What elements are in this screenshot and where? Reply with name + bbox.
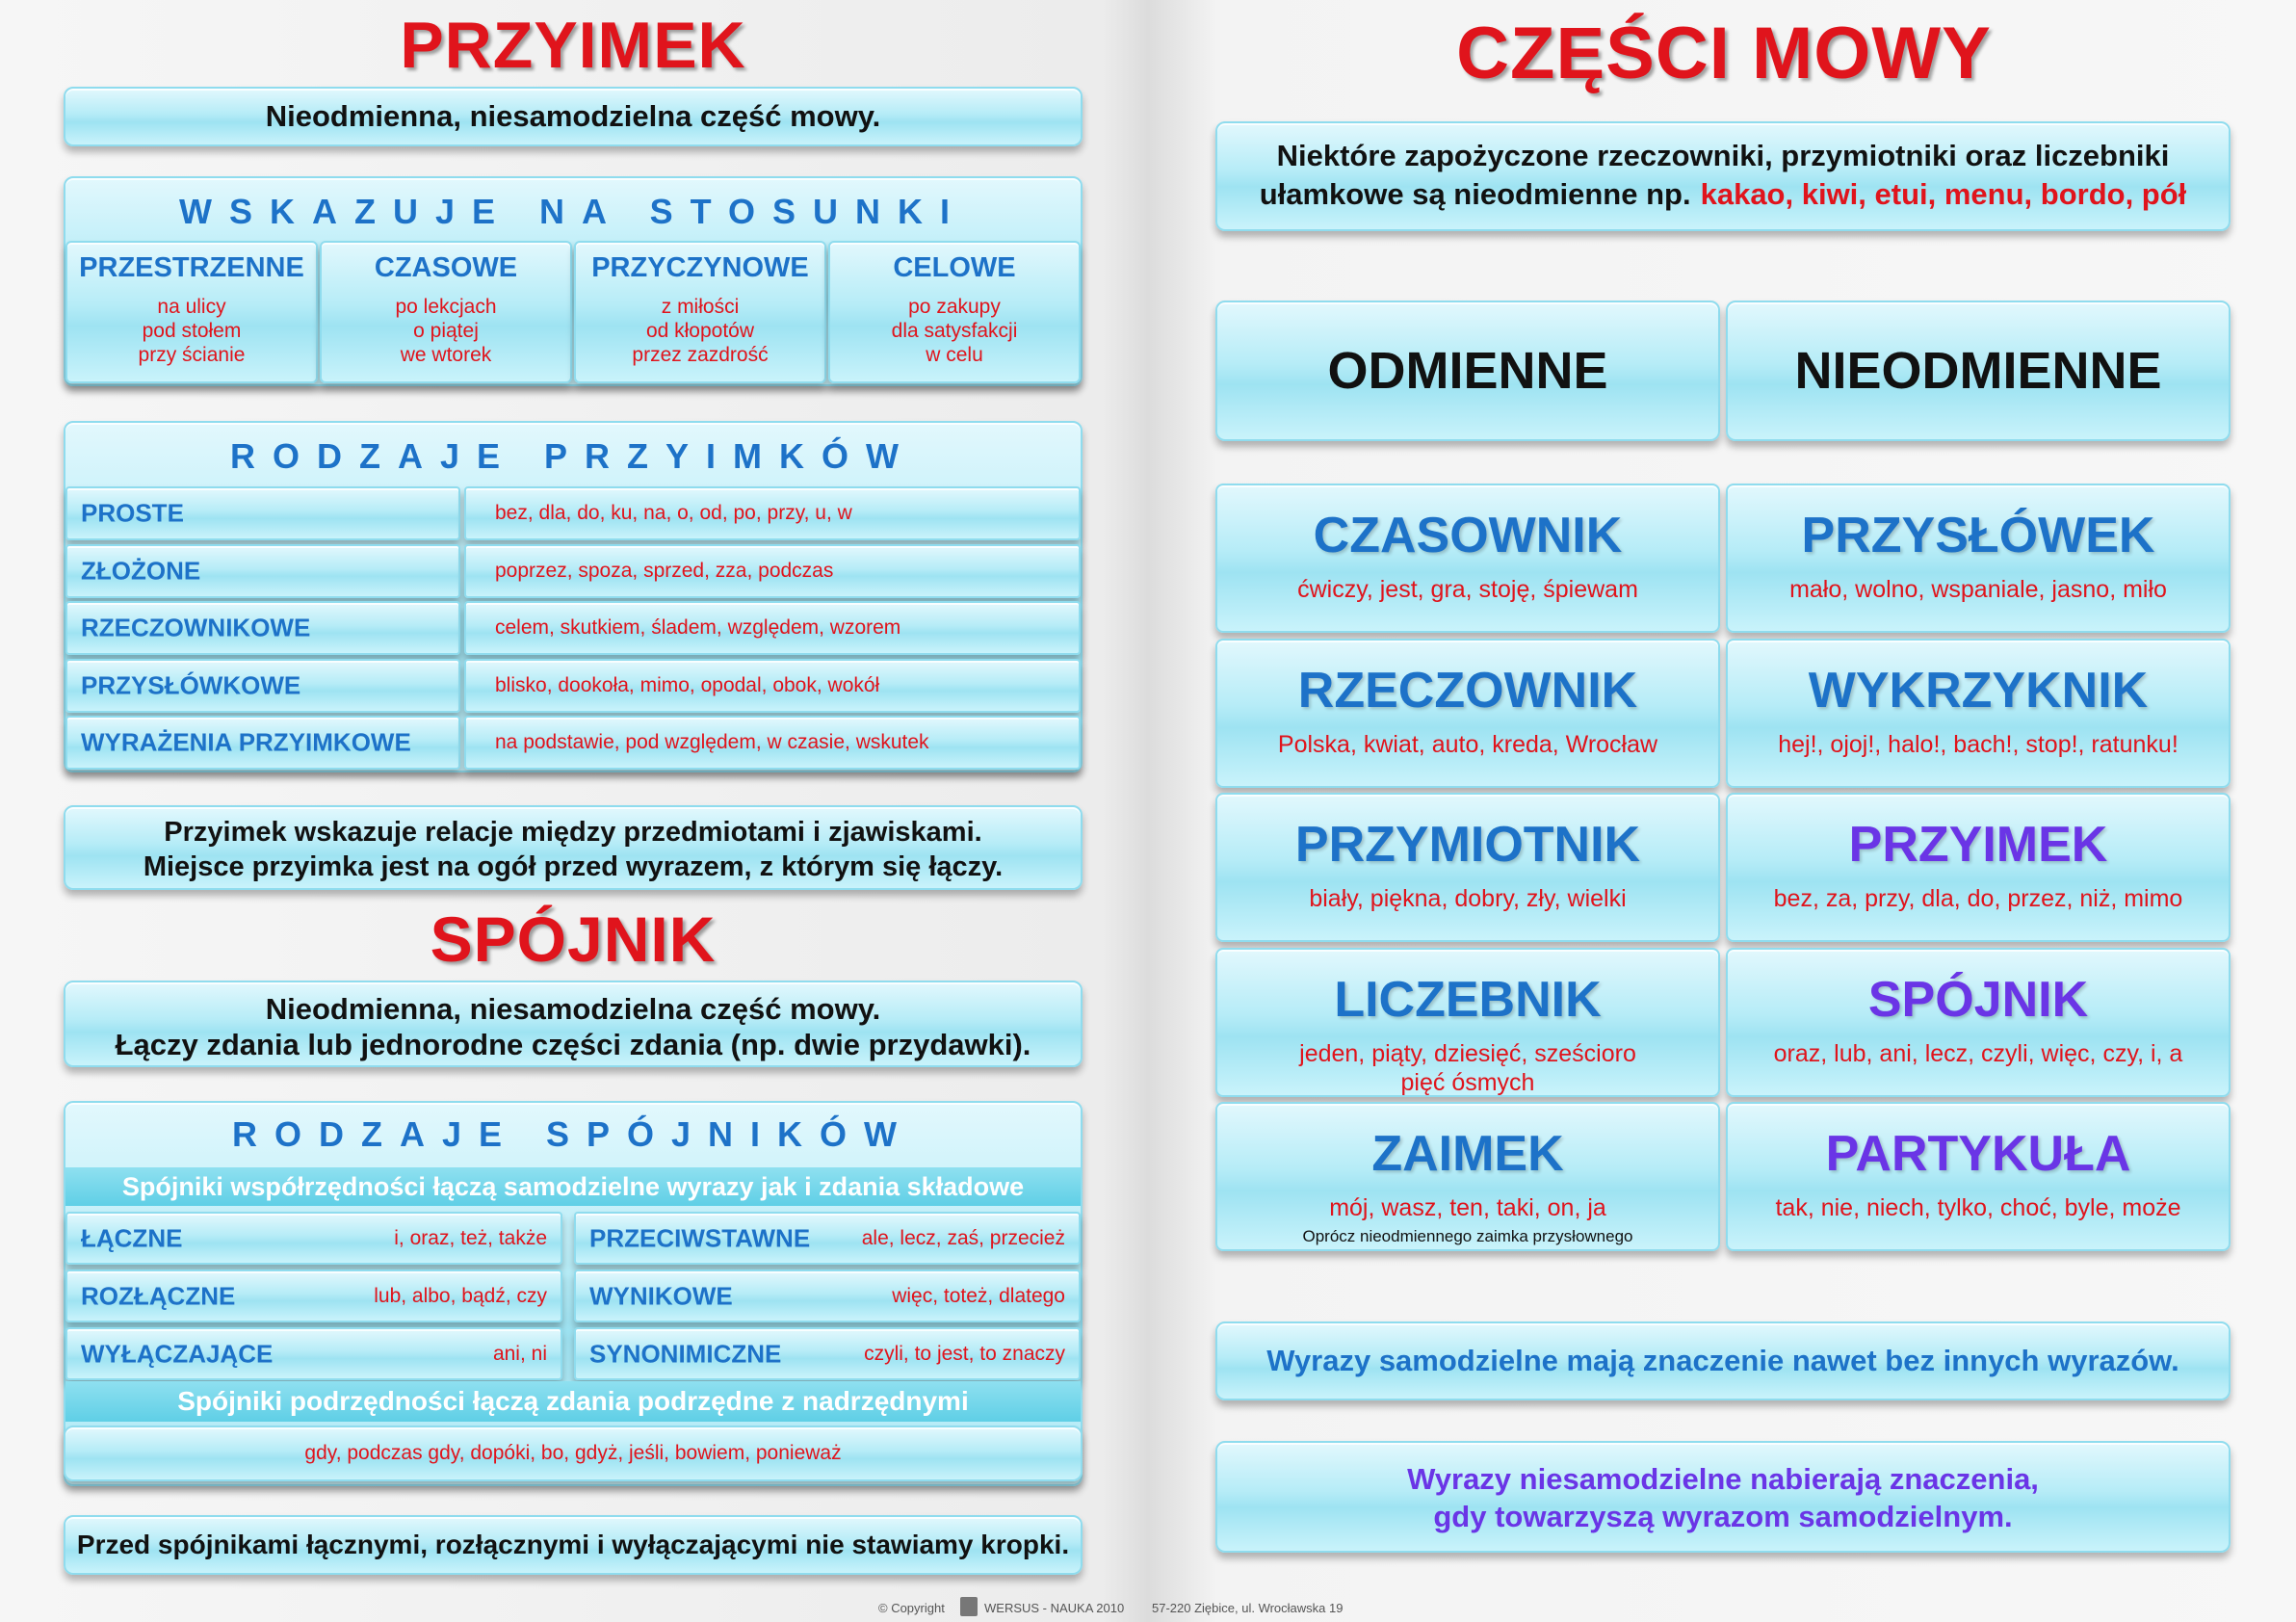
spojnik-type-label: WYNIKOWE bbox=[589, 1281, 733, 1310]
stosunki-example: po lekcjach bbox=[395, 296, 497, 318]
part-of-speech-cell bbox=[1215, 1102, 1720, 1251]
stosunki-example: po zakupy bbox=[908, 296, 1001, 318]
intro-line-1: Niektóre zapożyczone rzeczowniki, przymiotniki oraz liczebniki bbox=[1276, 139, 2170, 172]
spojnik-type-value: czyli, to jest, to znaczy bbox=[864, 1342, 1065, 1365]
przyimek-type-value: celem, skutkiem, śladem, względem, wzorem bbox=[495, 616, 901, 639]
intro-line-2: ułamkowe są nieodmienne np. bbox=[1259, 177, 1691, 211]
przyimek-type-label: RZECZOWNIKOWE bbox=[81, 613, 311, 642]
part-of-speech-examples: hej!, ojoj!, halo!, bach!, stop!, ratunku! bbox=[1778, 730, 2179, 758]
przyimek-type-row bbox=[65, 601, 460, 655]
stosunki-example: we wtorek bbox=[400, 344, 492, 366]
kropki-note-box bbox=[64, 1515, 1083, 1575]
przyimek-type-values bbox=[464, 486, 1081, 540]
przyimek-type-values bbox=[464, 659, 1081, 713]
spojnik-type-label: ŁĄCZNE bbox=[81, 1223, 183, 1252]
part-of-speech-cell bbox=[1726, 1102, 2231, 1251]
podrzednosci-values: gdy, podczas gdy, dopóki, bo, gdyż, jeśli, bowiem, ponieważ bbox=[304, 1442, 842, 1464]
part-of-speech-examples: mało, wolno, wspaniale, jasno, miło bbox=[1789, 576, 2167, 603]
spojnik-type-label: ROZŁĄCZNE bbox=[81, 1281, 236, 1310]
part-of-speech-name: LICZEBNIK bbox=[1334, 971, 1602, 1028]
stosunki-cell bbox=[65, 241, 318, 383]
przyimek-type-row bbox=[65, 486, 460, 540]
przyimek-type-row bbox=[65, 659, 460, 713]
stosunki-example: przez zazdrość bbox=[632, 344, 769, 366]
part-of-speech-examples: jeden, piąty, dziesięć, sześcioro bbox=[1299, 1039, 1636, 1067]
odmienne-header bbox=[1215, 301, 1720, 441]
spojnik-type-row bbox=[65, 1269, 562, 1322]
part-of-speech-cell bbox=[1215, 484, 1720, 633]
part-of-speech-name: ZAIMEK bbox=[1371, 1126, 1564, 1182]
stosunki-example: na ulicy bbox=[157, 296, 226, 318]
przyimek-type-values bbox=[464, 716, 1081, 770]
part-of-speech-examples: oraz, lub, ani, lecz, czyli, więc, czy, i, a bbox=[1773, 1039, 2183, 1067]
stosunki-example: przy ścianie bbox=[138, 344, 246, 366]
przyimek-type-label: ZŁOŻONE bbox=[81, 556, 201, 585]
spojnik-definition-line-1: Nieodmienna, niesamodzielna część mowy. bbox=[265, 992, 881, 1026]
stosunki-example: w celu bbox=[926, 344, 983, 366]
stosunki-heading: WSKAZUJE NA STOSUNKI bbox=[178, 192, 968, 231]
stosunki-example: pod stołem bbox=[142, 320, 242, 342]
przyimek-type-value: bez, dla, do, ku, na, o, od, po, przy, u, w bbox=[495, 502, 852, 524]
part-of-speech-name: PARTYKUŁA bbox=[1825, 1126, 2131, 1182]
footer-publisher: WERSUS - NAUKA 2010 bbox=[984, 1601, 1125, 1615]
footer-address: 57-220 Ziębice, ul. Wrocławska 19 bbox=[1152, 1601, 1344, 1615]
part-of-speech-name: PRZYIMEK bbox=[1848, 817, 2108, 873]
part-of-speech-name: CZASOWNIK bbox=[1313, 508, 1623, 563]
part-of-speech-examples: tak, nie, niech, tylko, choć, byle, może bbox=[1775, 1194, 2181, 1221]
rodzaje-spojnikow-heading: RODZAJE SPÓJNIKÓW bbox=[231, 1114, 915, 1154]
part-of-speech-examples: mój, wasz, ten, taki, on, ja bbox=[1329, 1194, 1606, 1221]
part-of-speech-name: RZECZOWNIK bbox=[1297, 662, 1638, 719]
stosunki-example: od kłopotów bbox=[645, 320, 755, 342]
stosunki-example: z miłości bbox=[661, 296, 740, 318]
niesamodzielne-note-line-1: Wyrazy niesamodzielne nabierają znaczenia, bbox=[1407, 1462, 2039, 1496]
part-of-speech-name: PRZYSŁÓWEK bbox=[1801, 508, 2155, 563]
part-of-speech-cell bbox=[1215, 639, 1720, 788]
przyimek-note-line-2: Miejsce przyimka jest na ogół przed wyrazem, z którym się łączy. bbox=[143, 851, 1004, 882]
przyimek-type-label: PROSTE bbox=[81, 498, 184, 528]
spojnik-type-label: WYŁĄCZAJĄCE bbox=[81, 1339, 274, 1368]
odmienne-heading: ODMIENNE bbox=[1327, 342, 1608, 400]
part-of-speech-examples: ćwiczy, jest, gra, stoję, śpiewam bbox=[1297, 576, 1638, 603]
przyimek-definition: Nieodmienna, niesamodzielna część mowy. bbox=[265, 99, 881, 133]
spojnik-type-value: ale, lecz, zaś, przecież bbox=[861, 1226, 1065, 1249]
spojnik-type-row bbox=[65, 1212, 562, 1265]
przyimek-type-values bbox=[464, 601, 1081, 655]
publisher-logo-icon bbox=[960, 1597, 978, 1616]
stosunki-cell bbox=[828, 241, 1081, 383]
part-of-speech-name: SPÓJNIK bbox=[1867, 971, 2089, 1028]
przyimek-definition-box bbox=[64, 87, 1083, 146]
part-of-speech-cell bbox=[1215, 793, 1720, 942]
przyimek-title: PRZYIMEK bbox=[400, 9, 746, 82]
nieodmienne-heading: NIEODMIENNE bbox=[1794, 342, 2162, 400]
spojnik-definition-line-2: Łączy zdania lub jednorodne części zdania (np. dwie przydawki). bbox=[115, 1028, 1031, 1061]
przyimek-type-value: poprzez, spoza, sprzed, zza, podczas bbox=[495, 559, 834, 582]
part-of-speech-cell bbox=[1726, 948, 2231, 1097]
spojnik-type-row bbox=[65, 1327, 562, 1380]
part-of-speech-examples: Polska, kwiat, auto, kreda, Wrocław bbox=[1277, 730, 1658, 758]
przyimek-type-row bbox=[65, 716, 460, 770]
spojnik-type-row bbox=[574, 1269, 1081, 1322]
footer-copyright: © Copyright bbox=[878, 1601, 945, 1615]
spojnik-type-label: PRZECIWSTAWNE bbox=[589, 1223, 811, 1252]
podrzednosci-values-box bbox=[64, 1426, 1083, 1481]
part-of-speech-examples: biały, piękna, dobry, zły, wielki bbox=[1309, 885, 1627, 912]
spojnik-type-row bbox=[574, 1212, 1081, 1265]
stosunki-label: PRZESTRZENNE bbox=[79, 252, 304, 283]
niesamodzielne-note-box bbox=[1215, 1441, 2231, 1553]
spojnik-type-row bbox=[574, 1327, 1081, 1380]
niesamodzielne-note-line-2: gdy towarzyszą wyrazom samodzielnym. bbox=[1433, 1500, 2013, 1533]
przyimek-type-row bbox=[65, 544, 460, 598]
stosunki-label: CZASOWE bbox=[374, 252, 518, 283]
przyimek-type-value: blisko, dookoła, mimo, opodal, obok, wokół bbox=[495, 673, 880, 696]
przyimek-type-values bbox=[464, 544, 1081, 598]
part-of-speech-examples: bez, za, przy, dla, do, przez, niż, mimo bbox=[1773, 885, 2183, 912]
stosunki-cell bbox=[320, 241, 572, 383]
czesci-mowy-title: CZĘŚCI MOWY bbox=[1456, 13, 1992, 94]
przyimek-type-value: na podstawie, pod względem, w czasie, wskutek bbox=[495, 731, 929, 753]
spojnik-type-label: SYNONIMICZNE bbox=[589, 1339, 782, 1368]
part-of-speech-cell bbox=[1726, 484, 2231, 633]
przyimek-type-label: PRZYSŁÓWKOWE bbox=[81, 670, 301, 699]
intro-box bbox=[1215, 121, 2231, 231]
part-of-speech-examples-2: pięć ósmych bbox=[1400, 1068, 1535, 1096]
przyimek-note-line-1: Przyimek wskazuje relacje między przedmiotami i zjawiskami. bbox=[164, 817, 982, 848]
wspolrzednosci-banner: Spójniki współrzędności łączą samodzielne wyrazy jak i zdania składowe bbox=[65, 1167, 1081, 1206]
spojnik-type-value: i, oraz, też, także bbox=[394, 1226, 547, 1249]
spojnik-type-value: więc, toteż, dlatego bbox=[892, 1284, 1065, 1307]
stosunki-label: CELOWE bbox=[893, 252, 1016, 283]
samodzielne-note: Wyrazy samodzielne mają znaczenie nawet bez innych wyrazów. bbox=[1266, 1344, 2179, 1377]
spojnik-definition-box bbox=[64, 981, 1083, 1067]
spojnik-title: SPÓJNIK bbox=[430, 903, 717, 975]
part-of-speech-cell bbox=[1726, 639, 2231, 788]
part-of-speech-cell bbox=[1726, 793, 2231, 942]
stosunki-example: o piątej bbox=[413, 320, 479, 342]
part-of-speech-name: WYKRZYKNIK bbox=[1808, 662, 2149, 719]
spojnik-type-value: ani, ni bbox=[492, 1342, 547, 1365]
nieodmienne-header bbox=[1726, 301, 2231, 441]
part-of-speech-name: PRZYMIOTNIK bbox=[1294, 817, 1641, 873]
spojnik-type-value: lub, albo, bądź, czy bbox=[374, 1284, 547, 1307]
rodzaje-przyimkow-heading: RODZAJE PRZYIMKÓW bbox=[229, 436, 916, 476]
przyimek-type-label: WYRAŻENIA PRZYIMKOWE bbox=[81, 727, 411, 757]
podrzednosci-banner: Spójniki podrzędności łączą zdania podrzędne z nadrzędnymi bbox=[65, 1381, 1081, 1422]
intro-examples: kakao, kiwi, etui, menu, bordo, pół bbox=[1700, 177, 2187, 211]
przyimek-note-box bbox=[64, 805, 1083, 890]
part-of-speech-note: Oprócz nieodmiennego zaimka przysłownego bbox=[1302, 1227, 1633, 1245]
stosunki-cell bbox=[574, 241, 826, 383]
part-of-speech-cell bbox=[1215, 948, 1720, 1097]
stosunki-example: dla satysfakcji bbox=[891, 320, 1018, 342]
samodzielne-note-box bbox=[1215, 1321, 2231, 1400]
kropki-note: Przed spójnikami łącznymi, rozłącznymi i wyłączającymi nie stawiamy kropki. bbox=[76, 1530, 1070, 1559]
stosunki-label: PRZYCZYNOWE bbox=[591, 252, 809, 283]
